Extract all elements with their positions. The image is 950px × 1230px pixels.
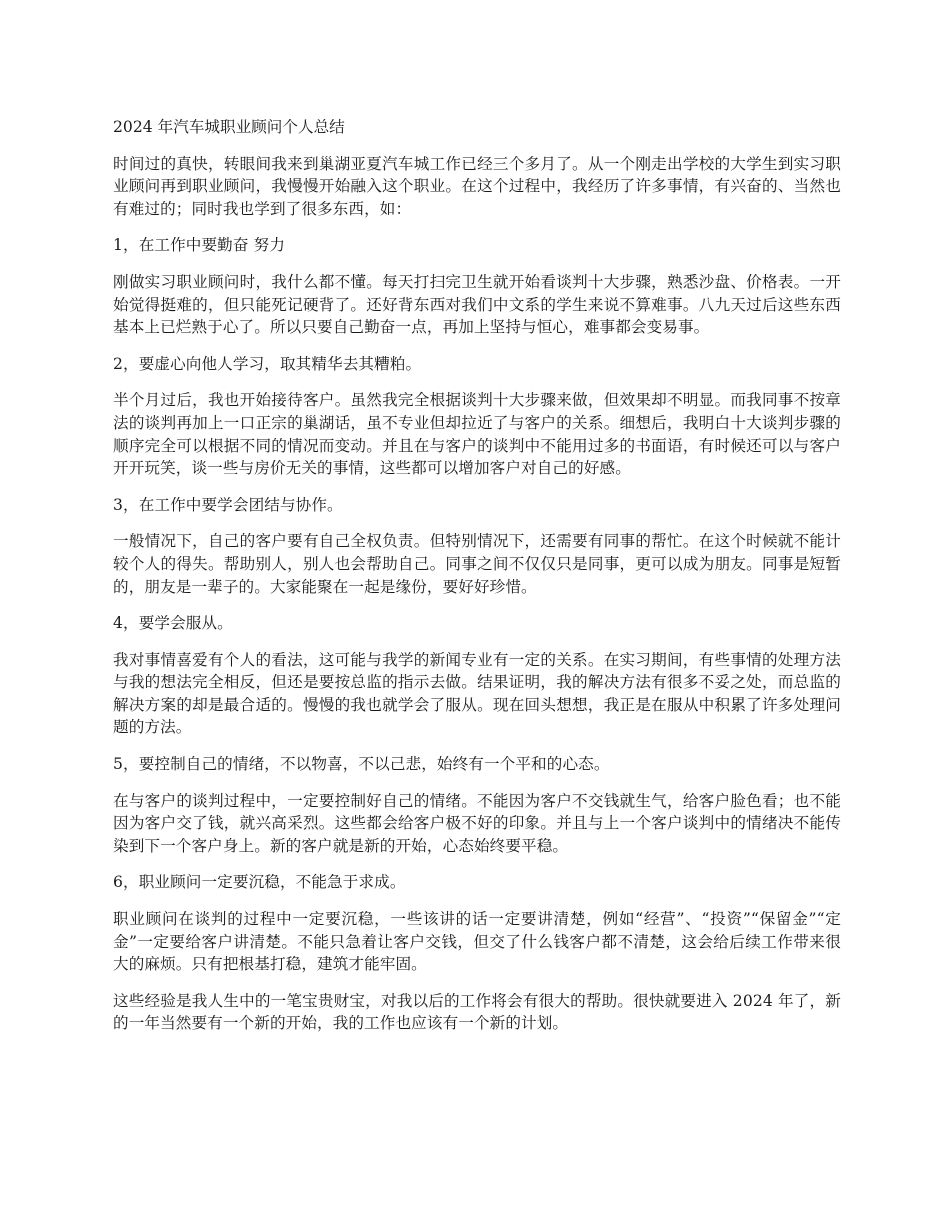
section-heading-6: 6，职业顾问一定要沉稳，不能急于求成。 (113, 873, 406, 892)
section-paragraph-4: 我对事情喜爱有个人的看法，这可能与我学的新闻专业有一定的关系。在实习期间，有些事情的处理方法与我的想法完全相反，但还是要按总监的指示去做。结果证明，我的解决方法有很多不妥之处，而总监的解决方案的却是最合适的。慢慢的我也就学会了服从。现在回头想想，我正是在服从中积累了许多处理问题的方法。 (113, 650, 841, 737)
section-heading-1: 1，在工作中要勤奋 努力 (113, 236, 286, 255)
document-page (113, 116, 841, 1049)
section-heading-2: 2，要虚心向他人学习，取其精华去其糟粕。 (113, 354, 422, 373)
document-title: 2024 年汽车城职业顾问个人总结 (113, 118, 345, 136)
section-paragraph-2: 半个月过后，我也开始接待客户。虽然我完全根据谈判十大步骤来做，但效果却不明显。而我同事不按章法的谈判再加上一口正宗的巢湖话，虽不专业但却拉近了与客户的关系。细想后，我明白十大谈判步骤的顺序完全可以根据不同的情况而变动。并且在与客户的谈判中不能用过多的书面语，有时候还可以与客户开开玩笑，谈一些与房价无关的事情，这些都可以增加客户对自己的好感。 (113, 391, 841, 478)
closing-paragraph: 这些经验是我人生中的一笔宝贵财宝，对我以后的工作将会有很大的帮助。很快就要进入 2024 年了，新的一年当然要有一个新的开始，我的工作也应该有一个新的计划。 (113, 991, 841, 1033)
section-paragraph-3: 一般情况下，自己的客户要有自己全权负责。但特别情况下，还需要有同事的帮忙。在这个时候就不能计较个人的得失。帮助别人，别人也会帮助自己。同事之间不仅仅只是同事，更可以成为朋友。同事是短暂的，朋友是一辈子的。大家能聚在一起是缘份，要好好珍惜。 (113, 532, 841, 596)
intro-paragraph: 时间过的真快，转眼间我来到巢湖亚夏汽车城工作已经三个多月了。从一个刚走出学校的大学生到实习职业顾问再到职业顾问，我慢慢开始融入这个职业。在这个过程中，我经历了许多事情，有兴奋的、当然也有难过的；同时我也学到了很多东西，如： (113, 154, 841, 218)
section-paragraph-5: 在与客户的谈判过程中，一定要控制好自己的情绪。不能因为客户不交钱就生气，给客户脸色看；也不能因为客户交了钱，就兴高采烈。这些都会给客户极不好的印象。并且与上一个客户谈判中的情绪决不能传染到下一个客户身上。新的客户就是新的开始，心态始终要平稳。 (113, 791, 841, 855)
section-paragraph-1: 刚做实习职业顾问时，我什么都不懂。每天打扫完卫生就开始看谈判十大步骤，熟悉沙盘、价格表。一开始觉得挺难的，但只能死记硬背了。还好背东西对我们中文系的学生来说不算难事。八九天过后这些东西基本上已烂熟于心了。所以只要自己勤奋一点，再加上坚持与恒心，难事都会变易事。 (113, 272, 841, 337)
section-heading-3: 3，在工作中要学会团结与协作。 (113, 495, 343, 514)
section-heading-4: 4，要学会服从。 (113, 614, 233, 633)
section-paragraph-6: 职业顾问在谈判的过程中一定要沉稳，一些该讲的话一定要讲清楚，例如“经营”、“投资”“保留金”“定金”一定要给客户讲清楚。不能只急着让客户交钱，但交了什么钱客户都不清楚，这会给后续工作带来很大的麻烦。只有把根基打稳，建筑才能牢固。 (113, 910, 841, 974)
section-heading-5: 5，要控制自己的情绪，不以物喜，不以己悲，始终有一个平和的心态。 (113, 755, 610, 774)
